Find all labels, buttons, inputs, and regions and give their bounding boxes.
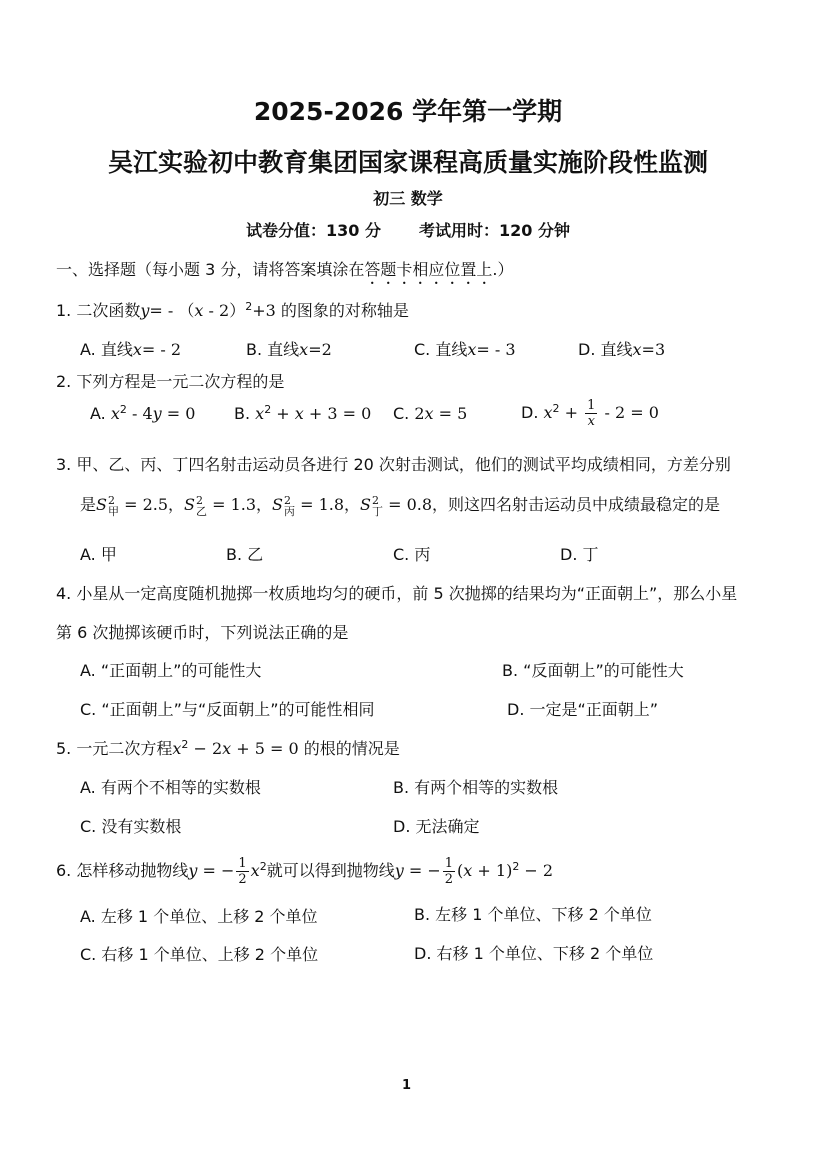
emphasized-text: 答题卡相应位置上 <box>364 260 493 279</box>
q2-option-b: B. $x^2 + x + 3 = 0$ <box>234 403 372 423</box>
q4-option-b: B. “反面朝上”的可能性大 <box>502 661 684 680</box>
question-2-stem: 2. 下列方程是一元二次方程的是 <box>56 372 285 391</box>
q4-option-c: C. “正面朝上”与“反面朝上”的可能性相同 <box>80 700 375 719</box>
question-4-stem-line1: 4. 小星从一定高度随机抛掷一枚质地均匀的硬币，前 5 次抛掷的结果均为“正面朝上”，那么小星 <box>56 584 738 603</box>
q3-option-d: D. 丁 <box>560 545 599 564</box>
q5-option-a: A. 有两个不相等的实数根 <box>80 778 261 797</box>
page-number: 1 <box>402 1078 412 1093</box>
q4-option-a: A. “正面朝上”的可能性大 <box>80 661 262 680</box>
q2-option-c: C. 2x = 5 <box>393 404 468 423</box>
q5-option-c: C. 没有实数根 <box>80 817 182 836</box>
q5-option-b: B. 有两个相等的实数根 <box>393 778 559 797</box>
q6-option-c: C. 右移 1 个单位、上移 2 个单位 <box>80 945 319 964</box>
fraction: $\frac{1}{2}$ <box>444 856 454 887</box>
full-score: 试卷分值：130 分 <box>246 221 381 240</box>
q1-option-d: D. 直线x=3 <box>578 340 666 359</box>
question-3-stem-line1: 3. 甲、乙、丙、丁四名射击运动员各进行 20 次射击测试，他们的测试平均成绩相同，方差分别 <box>56 455 731 474</box>
q1-option-b: B. 直线x=2 <box>246 340 332 359</box>
question-5-stem: 5. 一元二次方程$x^2 - 2x + 5 = 0$ 的根的情况是 <box>56 738 400 758</box>
grade-subject: 初三 数学 <box>373 189 443 208</box>
section-heading: 一、选择题（每小题 3 分，请将答案填涂在答题卡相应位置上.） <box>56 260 514 279</box>
q5-option-d: D. 无法确定 <box>393 817 480 836</box>
question-6-stem: 6. 怎样移动抛物线y = − $\frac{1}{2}$ $x^2$就可以得到抛物线y = − $\frac{1}{2}$ $(x + 1)^2 - 2$ <box>56 856 554 887</box>
q2-option-d: D. $x^2$ + $\frac{1}{x}$ - 2 = 0 <box>521 398 659 429</box>
q3-option-b: B. 乙 <box>226 545 264 564</box>
q3-option-c: C. 丙 <box>393 545 431 564</box>
q1-option-a: A. 直线x= - 2 <box>80 340 182 359</box>
fraction: $\frac{1}{x}$ <box>587 398 596 429</box>
question-1-stem: 1. 二次函数y= - （x - 2）$^2$+3 的图象的对称轴是 <box>56 300 409 320</box>
q4-option-d: D. 一定是“正面朝上” <box>507 700 659 719</box>
q1-option-c: C. 直线x= - 3 <box>414 340 516 359</box>
exam-info <box>0 218 816 241</box>
q6-option-b: B. 左移 1 个单位、下移 2 个单位 <box>414 905 652 924</box>
question-3-stem-line2: 是S 2 甲 = 2.5，S 2 乙 = 1.3，S 2 丙 = 1.8，S 2 丁 = 0.8，则这四名射击运动员中成绩最稳定的是 <box>80 493 721 518</box>
q2-option-a: A. $x^2 - 4y = 0$ <box>90 403 196 423</box>
q6-option-d: D. 右移 1 个单位、下移 2 个单位 <box>414 944 654 963</box>
exam-title: 吴江实验初中教育集团国家课程高质量实施阶段性监测 <box>107 148 708 177</box>
q6-option-a: A. 左移 1 个单位、上移 2 个单位 <box>80 907 318 926</box>
fraction: $\frac{1}{2}$ <box>238 856 247 887</box>
question-4-stem-line2: 第 6 次抛掷该硬币时，下列说法正确的是 <box>56 623 349 642</box>
school-year-title: 2025-2026 学年第一学期 <box>253 97 563 126</box>
exam-time: 考试用时：120 分钟 <box>419 221 570 240</box>
q3-option-a: A. 甲 <box>80 545 117 564</box>
